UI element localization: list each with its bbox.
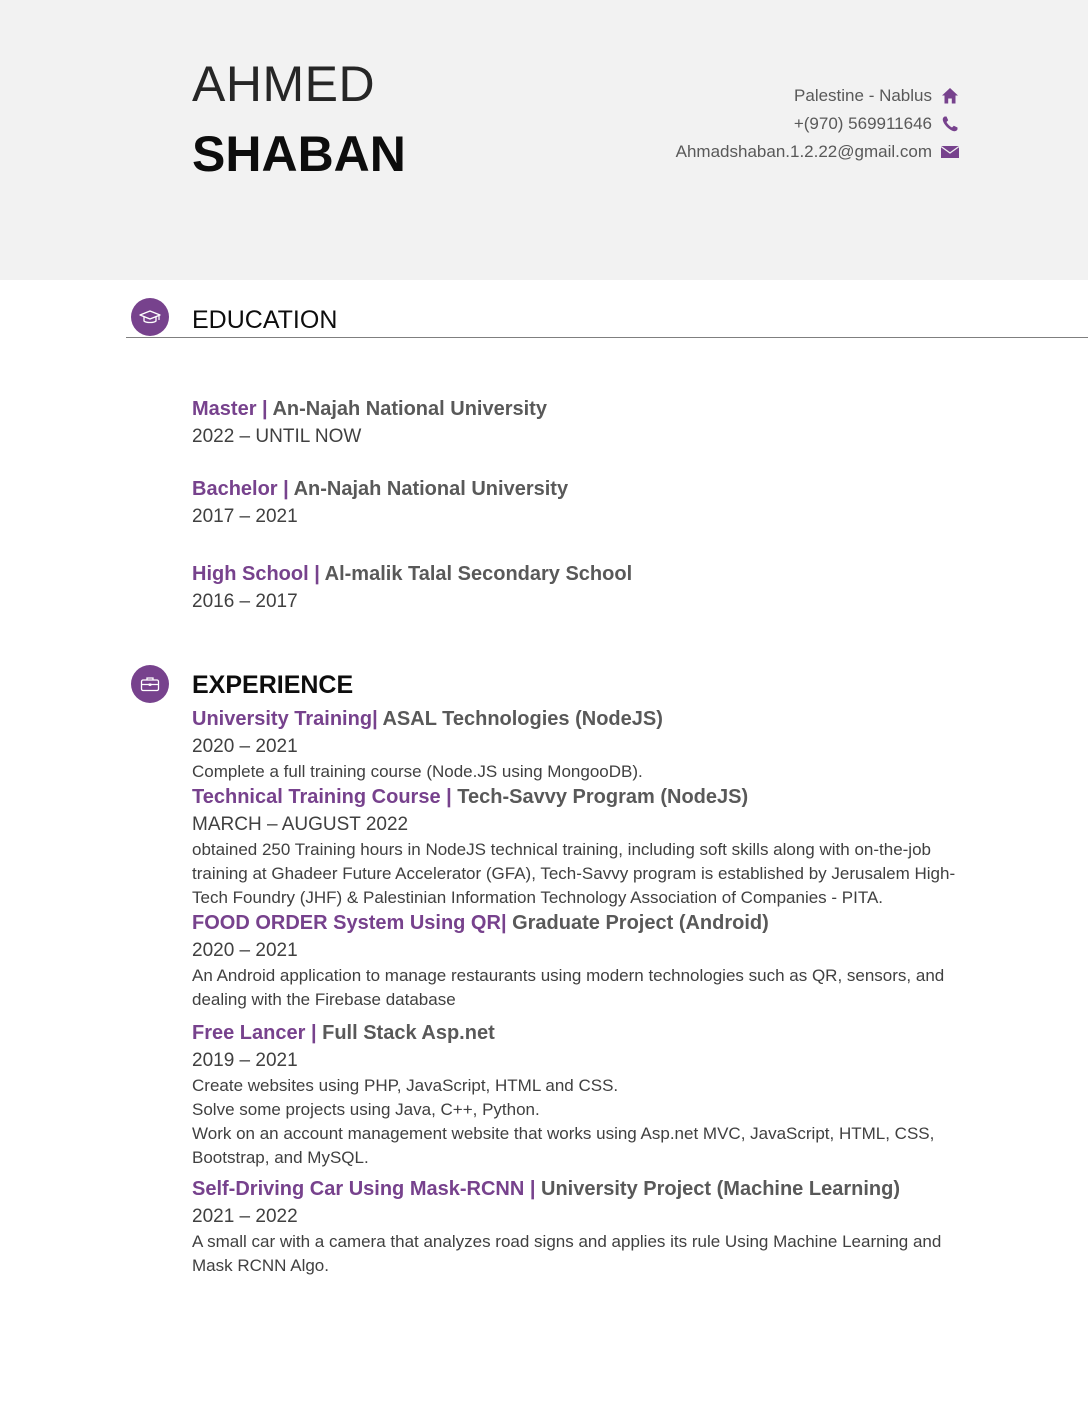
entry-role: FOOD ORDER System Using QR (192, 912, 501, 934)
entry-organization: Tech-Savvy Program (NodeJS) (457, 786, 749, 808)
entry-role: Free Lancer (192, 1022, 306, 1044)
entry-description: Complete a full training course (Node.JS using MongooDB). (192, 762, 643, 781)
entry-date: MARCH – AUGUST 2022 (192, 814, 409, 835)
graduation-cap-icon (131, 298, 169, 336)
experience-item (192, 706, 972, 784)
entry-organization: Al-malik Talal Secondary School (324, 563, 633, 585)
entry-role: Master (192, 398, 257, 420)
education-item (192, 396, 972, 450)
entry-organization: University Project (Machine Learning) (541, 1178, 900, 1200)
entry-description: An Android application to manage restaurants using modern technologies such as QR, sensors, and dealing with the Firebase database (192, 966, 945, 1009)
entry-heading (192, 396, 972, 423)
entry-separator: | (500, 912, 513, 934)
section-divider (126, 337, 1088, 338)
entry-separator: | (372, 708, 383, 730)
entry-description: Work on an account management website that works using Asp.net MVC, JavaScript, HTML, CSS, Bootstrap, and MySQL. (192, 1124, 935, 1167)
entry-date: 2021 – 2022 (192, 1206, 298, 1227)
entry-role: Self-Driving Car Using Mask-RCNN (192, 1178, 525, 1200)
education-section-head (126, 298, 1088, 340)
email-line (540, 138, 960, 166)
entry-role: Bachelor (192, 478, 278, 500)
entry-date: 2020 – 2021 (192, 736, 298, 757)
entry-date: 2016 – 2017 (192, 591, 298, 612)
entry-organization: Full Stack Asp.net (322, 1022, 495, 1044)
entry-heading (192, 1176, 972, 1203)
entry-organization: An-Najah National University (293, 478, 569, 500)
education-title: EDUCATION (192, 306, 338, 334)
education-item (192, 561, 972, 615)
entry-date: 2020 – 2021 (192, 940, 298, 961)
entry-heading (192, 784, 972, 811)
last-name: SHABAN (192, 126, 406, 182)
entry-separator: | (277, 478, 294, 500)
education-item (192, 476, 972, 530)
entry-heading (192, 476, 972, 503)
entry-date: 2019 – 2021 (192, 1050, 298, 1071)
phone-icon (940, 114, 960, 134)
phone-text: +(970) 569911646 (793, 114, 932, 133)
home-icon (940, 86, 960, 106)
entry-description: Create websites using PHP, JavaScript, HTML and CSS. (192, 1076, 619, 1095)
entry-separator: | (308, 563, 325, 585)
entry-separator: | (305, 1022, 323, 1044)
location-line (540, 82, 960, 110)
entry-heading (192, 706, 972, 733)
experience-item (192, 910, 972, 1012)
location-text: Palestine - Nablus (794, 86, 932, 105)
entry-organization: An-Najah National University (272, 398, 547, 420)
entry-date: 2022 – UNTIL NOW (192, 426, 362, 447)
entry-role: University Training (192, 708, 373, 730)
entry-description: Solve some projects using Java, C++, Python. (192, 1100, 540, 1119)
entry-heading (192, 910, 972, 937)
entry-organization: ASAL Technologies (NodeJS) (382, 708, 663, 730)
entry-description: A small car with a camera that analyzes road signs and applies its rule Using Machine Learning and Mask RCNN Algo. (192, 1232, 942, 1275)
envelope-icon (940, 142, 960, 162)
experience-item (192, 1176, 972, 1278)
entry-organization: Graduate Project (Android) (512, 912, 769, 934)
first-name: AHMED (192, 56, 376, 112)
entry-description: obtained 250 Training hours in NodeJS technical training, including soft skills along with on-the-job training at Ghadeer Future Accelerator (GFA), Tech-Savvy program is established by Jerusalem High-Tech Foundry (JHF) & Palestinian Information Technology Association of Companies - PITA. (192, 840, 956, 907)
entry-heading (192, 1020, 972, 1047)
contact-info (540, 82, 960, 166)
entry-separator: | (440, 786, 458, 808)
entry-separator: | (524, 1178, 541, 1200)
entry-role: High School (192, 563, 309, 585)
resume-header (0, 0, 1088, 280)
experience-title: EXPERIENCE (192, 671, 354, 699)
experience-item (192, 784, 972, 910)
experience-item (192, 1020, 972, 1170)
email-text[interactable]: Ahmadshaban.1.2.22@gmail.com (675, 142, 932, 161)
entry-separator: | (256, 398, 273, 420)
phone-line (540, 110, 960, 138)
experience-section-head (126, 665, 1088, 705)
entry-date: 2017 – 2021 (192, 506, 298, 527)
briefcase-icon (131, 665, 169, 703)
entry-role: Technical Training Course (192, 786, 441, 808)
entry-heading (192, 561, 972, 588)
